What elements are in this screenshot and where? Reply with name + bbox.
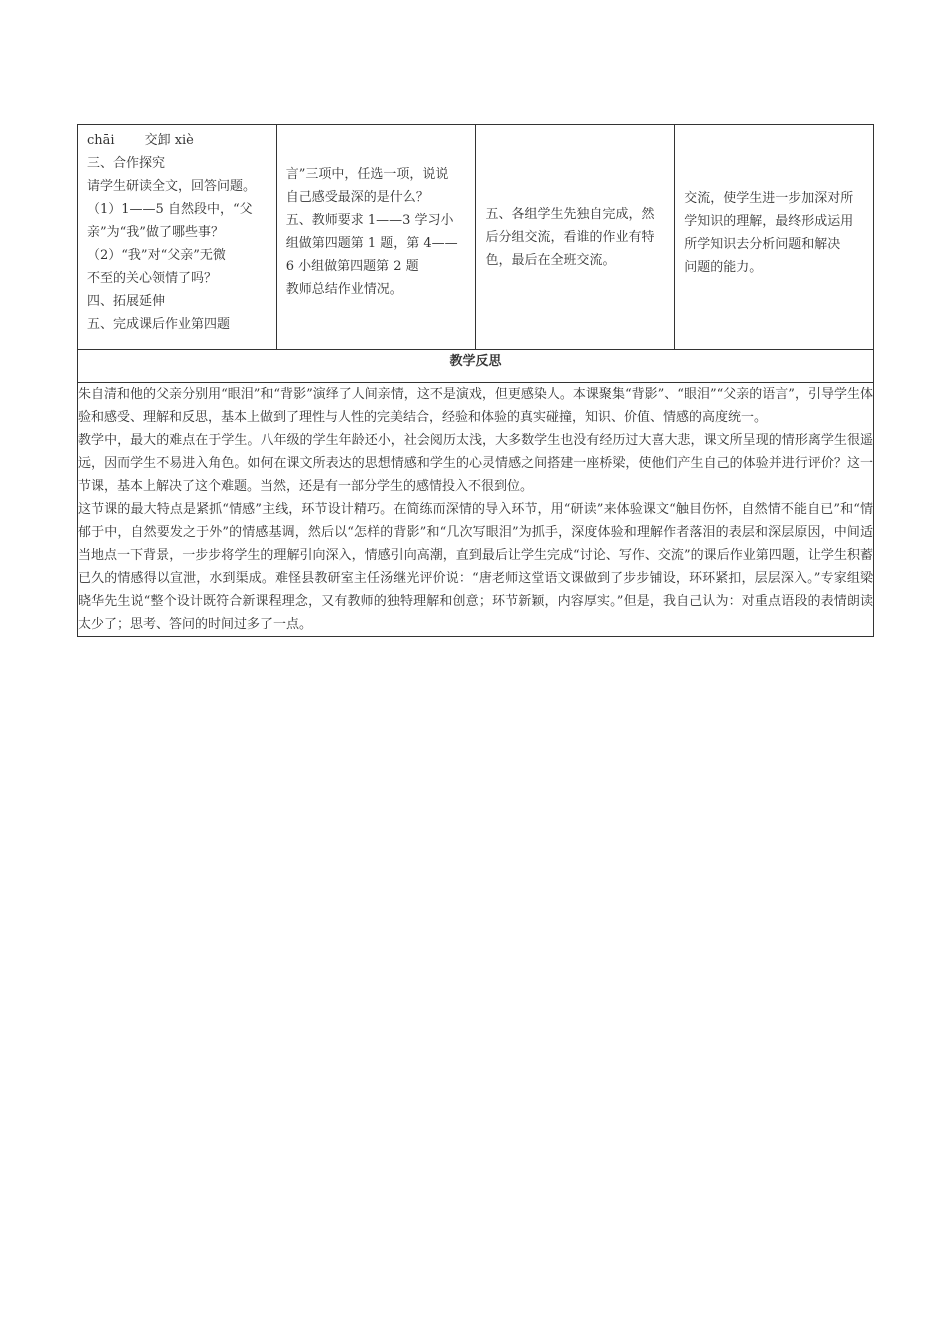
intent-line: 交流，使学生进一步加深对所 <box>684 191 854 206</box>
intent-line: 学知识的理解，最终形成运用 <box>684 214 854 229</box>
reflection-paragraph-2: 教学中，最大的难点在于学生。八年级的学生年龄还小，社会阅历太浅，大多数学生也没有经历过大喜大悲，课文所呈现的情形离学生很遥远，因而学生不易进入角色。如何在课文所表达的思想情感和学生的心灵情感之间搭建一座桥梁，使他们产生自己的体验并进行评价？这一节课，基本上解决了这个难题。当然，还是有一部分学生的感情投入不很到位。 <box>78 433 873 494</box>
pinyin-line <box>87 129 268 152</box>
teacher-line: 教师总结作业情况。 <box>285 282 403 297</box>
teacher-line: 组做第四题第 1 题，第 4—— <box>285 236 458 251</box>
teaching-content-cell <box>78 125 277 350</box>
reflection-paragraph-3: 这节课的最大特点是紧抓“情感”主线，环节设计精巧。在简练而深情的导入环节，用“研读”来体验课文“触目伤怀，自然情不能自已”和“情郁于中，自然要发之于外”的情感基调，然后以“怎样的背影”和“几次写眼泪”为抓手，深度体验和理解作者落泪的表层和深层原因，中间适当地点一下背景，一步步将学生的理解引向深入，情感引向高潮，直到最后让学生完成“讨论、写作、交流”的课后作业第四题，让学生积蓄已久的情感得以宣泄，水到渠成。难怪县教研室主任汤继光评价说：“唐老师这堂语文课做到了步步铺设，环环紧扣，层层深入。”专家组梁晓华先生说“整个设计既符合新课程理念，又有教师的独特理解和创意；环节新颖，内容厚实。”但是，我自己认为：对重点语段的表情朗读太少了；思考、答问的时间过多了一点。 <box>78 502 873 632</box>
student-activity-cell <box>476 125 675 350</box>
teacher-line: 言”三项中，任选一项，说说 <box>285 167 449 182</box>
student-line: 五、各组学生先独自完成，然 <box>485 207 655 222</box>
intent-line: 问题的能力。 <box>684 260 763 275</box>
student-line: 后分组交流，看谁的作业有特 <box>485 230 655 245</box>
reflection-header-row <box>78 350 874 383</box>
content-line: 五、完成课后作业第四题 <box>87 317 231 332</box>
lesson-page <box>77 124 874 637</box>
teacher-line: 6 小组做第四题第 2 题 <box>285 259 419 274</box>
content-line: 三、合作探究 <box>87 156 166 171</box>
content-line: 不至的关心领情了吗？ <box>87 271 218 286</box>
teacher-line: 五、教师要求 1——3 学习小 <box>285 213 454 228</box>
reflection-body <box>78 383 874 637</box>
content-line: 四、拓展延伸 <box>87 294 166 309</box>
pinyin-chai: chāi <box>87 133 115 148</box>
teacher-activity-cell <box>276 125 476 350</box>
content-line: （2）“我”对“父亲”无微 <box>87 248 226 263</box>
intent-line: 所学知识去分析问题和解决 <box>684 237 841 252</box>
teacher-line: 自己感受最深的是什么？ <box>285 190 429 205</box>
word-jiaoxie: 交卸 xiè <box>144 133 194 148</box>
design-intent-cell <box>675 125 874 350</box>
content-line: （1）1——5 自然段中，“父 <box>87 202 253 217</box>
lesson-plan-table <box>77 124 874 637</box>
reflection-title: 教学反思 <box>78 350 874 383</box>
student-line: 色，最后在全班交流。 <box>485 253 616 268</box>
reflection-body-row <box>78 383 874 637</box>
reflection-paragraph-1: 朱自清和他的父亲分别用“眼泪”和“背影”演绎了人间亲情，这不是演戏，但更感染人。本课聚集“背影”、“眼泪”“父亲的语言”，引导学生体验和感受、理解和反思，基本上做到了理性与人性的完美结合，经验和体验的真实碰撞，知识、价值、情感的高度统一。 <box>78 387 873 425</box>
content-line: 亲”为“我”做了哪些事？ <box>87 225 224 240</box>
content-line: 请学生研读全文，回答问题。 <box>87 179 257 194</box>
activity-row <box>78 125 874 350</box>
